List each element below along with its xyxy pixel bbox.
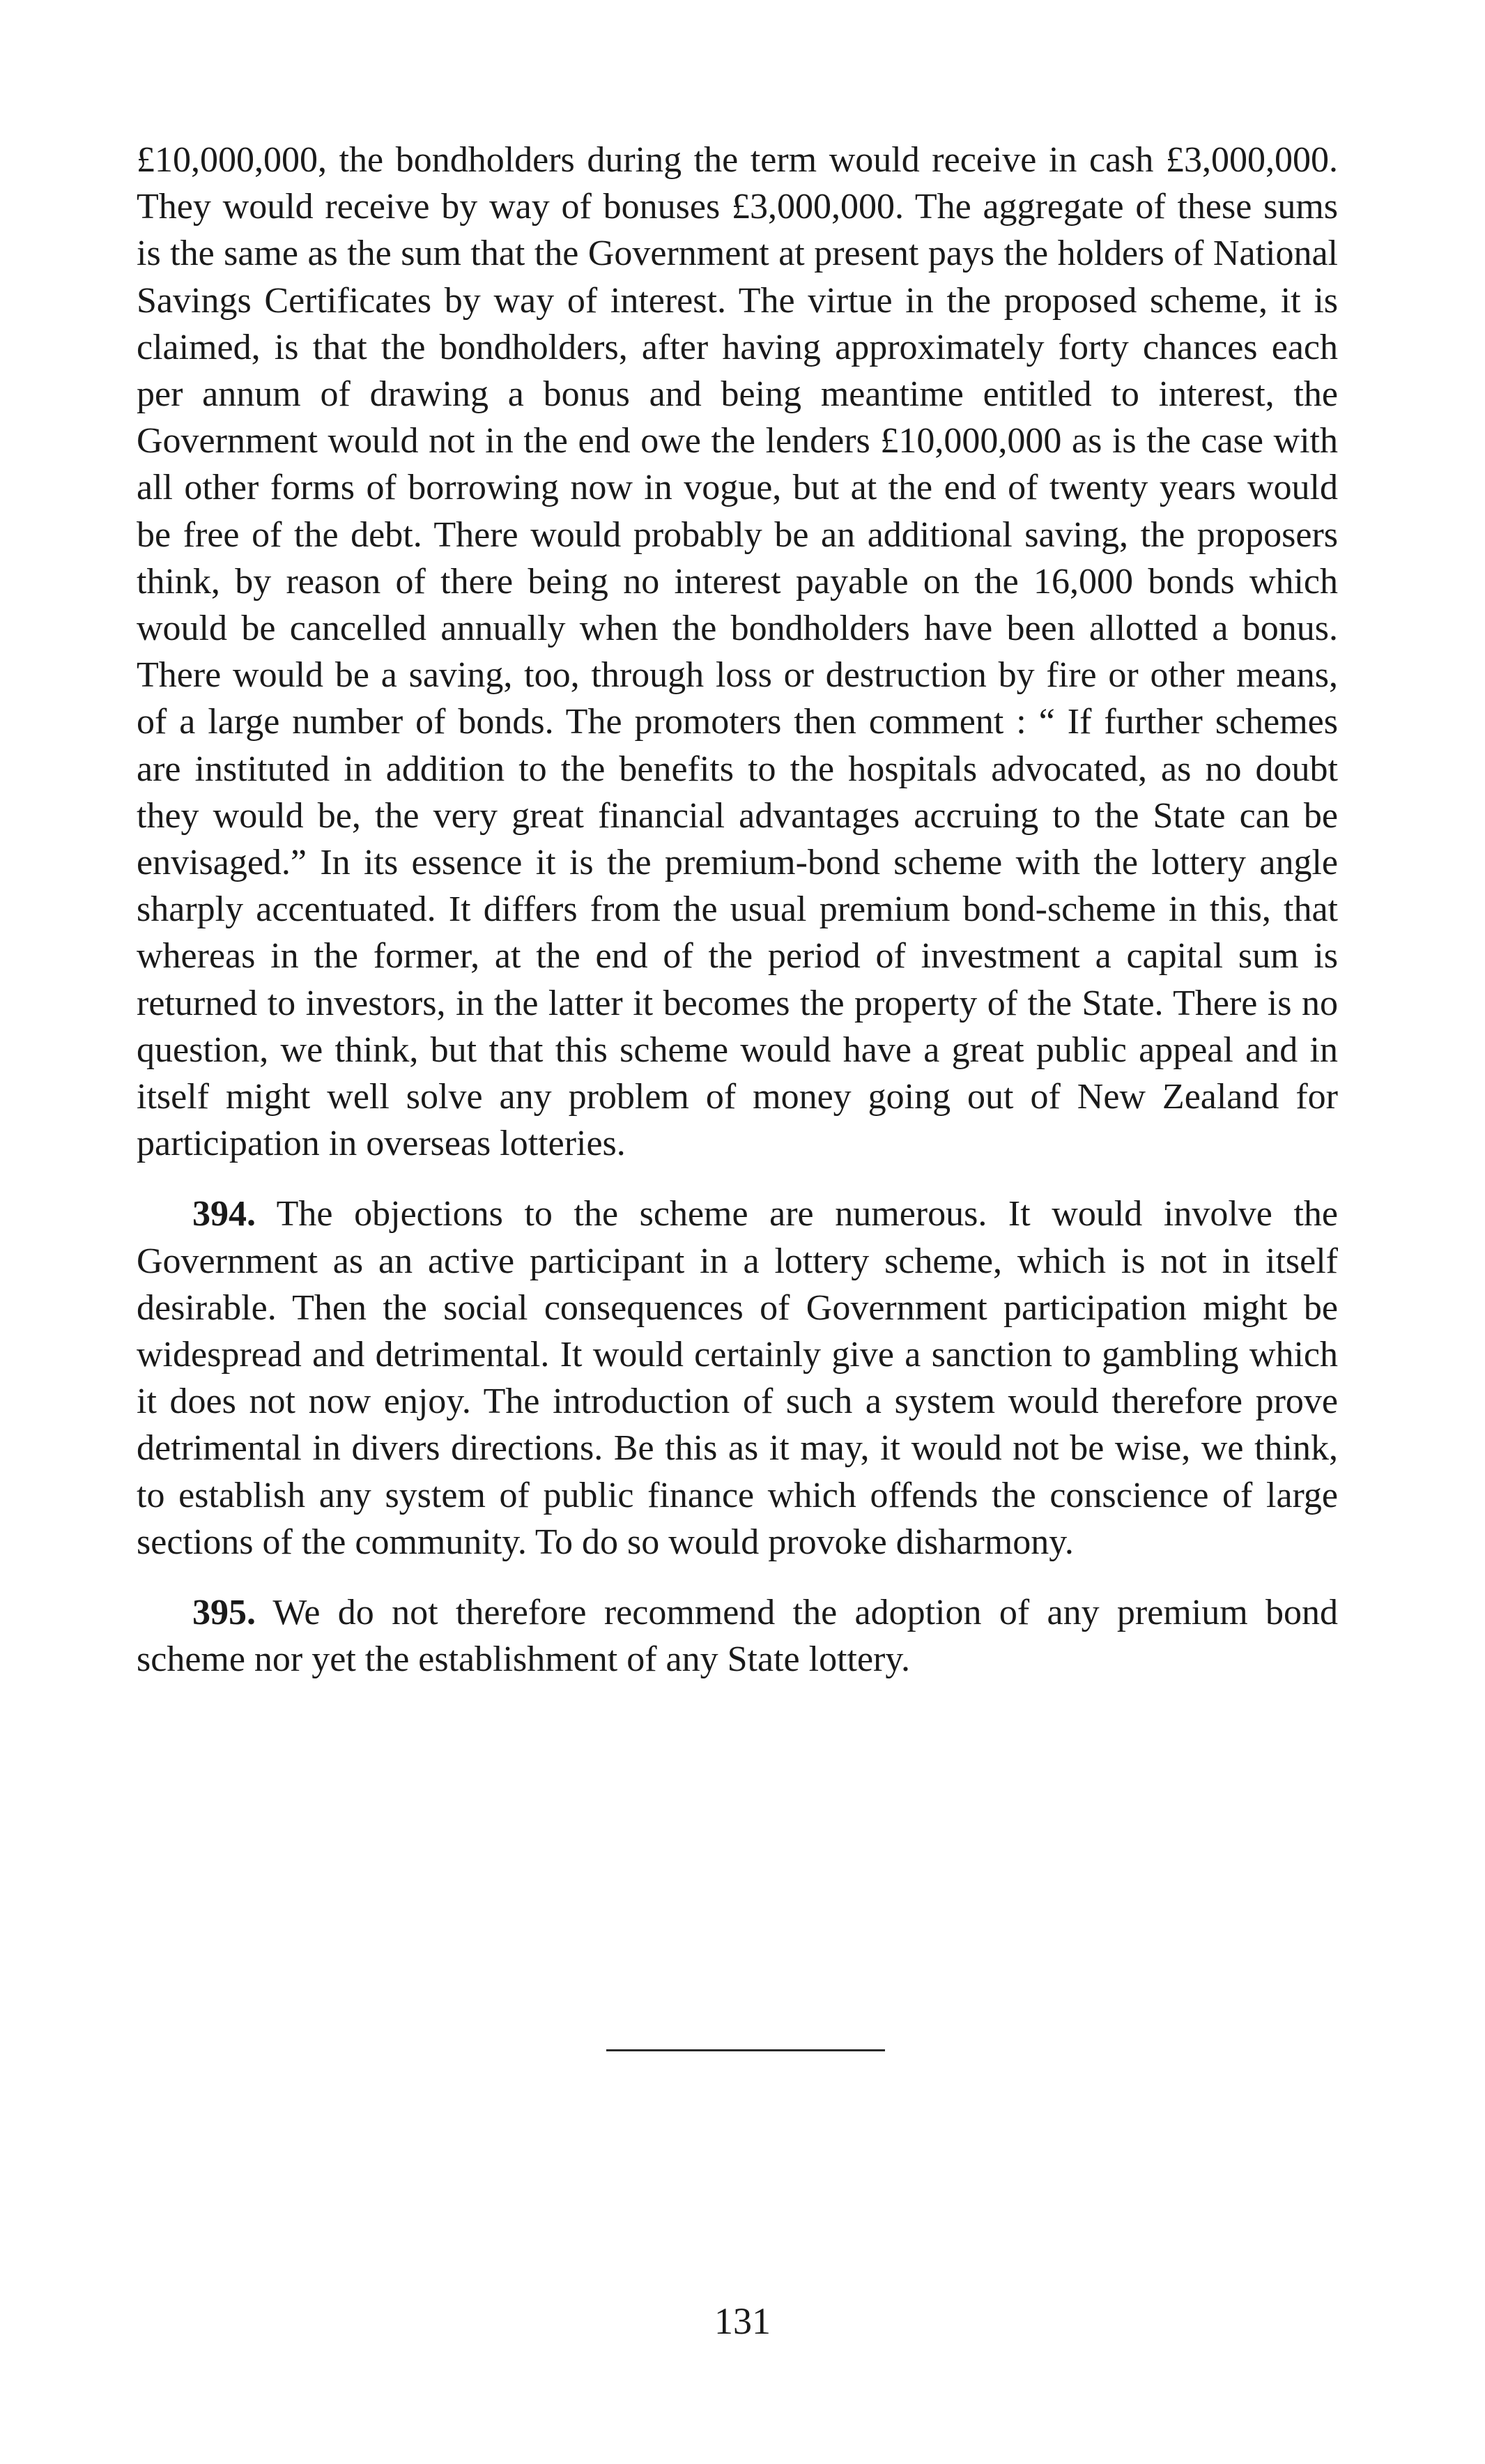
paragraph-395 (137, 1589, 1338, 1683)
section-divider-rule (606, 2049, 885, 2051)
page-number: 131 (714, 2300, 771, 2342)
paragraph-text: The objections to the scheme are numerous. It would involve the Government as an active participant in a lottery scheme, which is not in itself desirable. Then the social consequences of Government participation might be widespread and detrimental. It would certainly give a sanction to gambling which it does not now enjoy. The introduction of such a system would therefore prove detrimental in divers directions. Be this as it may, it would not be wise, we think, to establish any system of public finance which offends the conscience of large sections of the community. To do so would provoke disharmony. (137, 1194, 1338, 1562)
paragraph-text: We do not therefore recommend the adoption of any premium bond scheme nor yet the establishment of any State lottery. (137, 1593, 1338, 1680)
paragraph-continuation (137, 137, 1338, 1167)
paragraph-text: £10,000,000, the bondholders during the term would receive in cash £3,000,000. They would receive by way of bonuses £3,000,000. The aggregate of these sums is the same as the sum that the Government at present pays the holders of National Savings Certificates by way of interest. The virtue in the proposed scheme, it is claimed, is that the bondholders, after having approximately forty chances each per annum of drawing a bonus and being meantime entitled to interest, the Government would not in the end owe the lenders £10,000,000 as is the case with all other forms of borrowing now in vogue, but at the end of twenty years would be free of the debt. There would probably be an additional saving, the proposers think, by reason of there being no interest payable on the 16,000 bonds which would be cancelled annually when the bondholders have been allotted a bonus. There would be a saving, too, through loss or destruction by fire or other means, of a large number of bonds. The promoters then comment : “ If further schemes are instituted in addition to the benefits to the hospitals advocated, as no doubt they would be, the very great financial advantages accruing to the State can be envisaged.” In its essence it is the premium-bond scheme with the lottery angle sharply accentuated. It differs from the usual premium bond-scheme in this, that whereas in the former, at the end of the period of investment a capital sum is returned to investors, in the latter it becomes the property of the State. There is no question, we think, but that this scheme would have a great public appeal and in itself might well solve any problem of money going out of New Zealand for participation in overseas lotteries. (137, 140, 1338, 1164)
paragraph-number: 395. (192, 1593, 256, 1633)
paragraph-394 (137, 1191, 1338, 1566)
page-body (137, 137, 1338, 1683)
paragraph-number: 394. (192, 1194, 256, 1234)
